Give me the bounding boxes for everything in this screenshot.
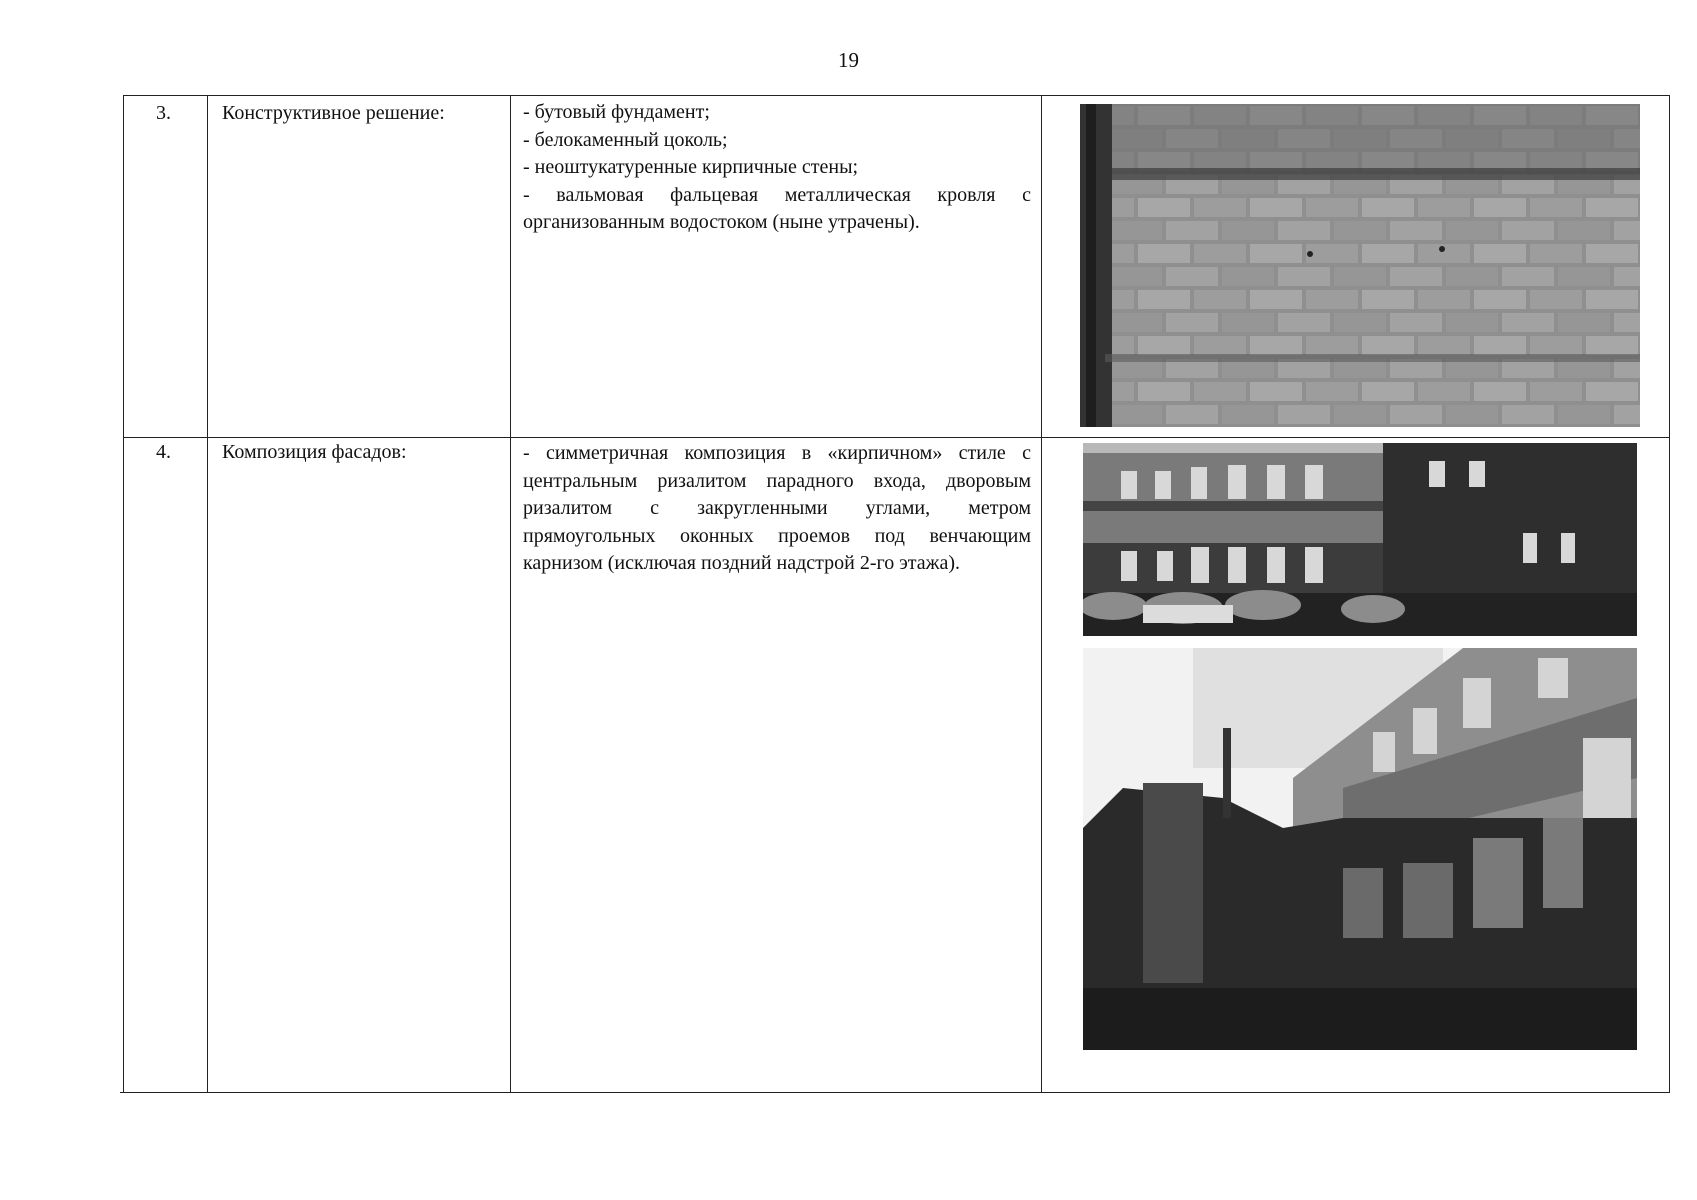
description-line: - бутовый фундамент; [523,101,710,123]
row-number: 3. [156,102,171,124]
row-label: Композиция фасадов: [222,441,407,463]
col-divider-1 [207,95,208,1093]
table-top-border [124,95,1669,96]
description-line: - белокаменный цоколь; [523,128,728,151]
table-left-border [123,95,124,1093]
description-line: - неоштукатуренные кирпичные стены; [523,156,859,179]
col-divider-2 [510,95,511,1093]
facade-photo-street [1083,443,1637,636]
brick-wall-photo [1080,104,1640,427]
table-right-border [1669,95,1670,1093]
row-description [523,99,1031,237]
table-bottom-border [120,1092,1669,1093]
description-line: - вальмовая фальцевая металлическая кровля с организованным водостоком (ныне утрачены). [523,183,1031,234]
row-label: Конструктивное решение: [222,102,445,124]
page-number: 19 [838,48,859,72]
row-description: - симметричная композиция в «кирпичном» стиле с центральным ризалитом парадного входа, дворовым ризалитом с закругленными углами, метром прямоугольных оконных проемов под венчающим карнизом (исключая поздний надстрой 2-го этажа). [523,442,1031,575]
facade-photo-courtyard [1083,648,1637,1050]
col-divider-3 [1041,95,1042,1093]
row-number: 4. [156,441,171,463]
